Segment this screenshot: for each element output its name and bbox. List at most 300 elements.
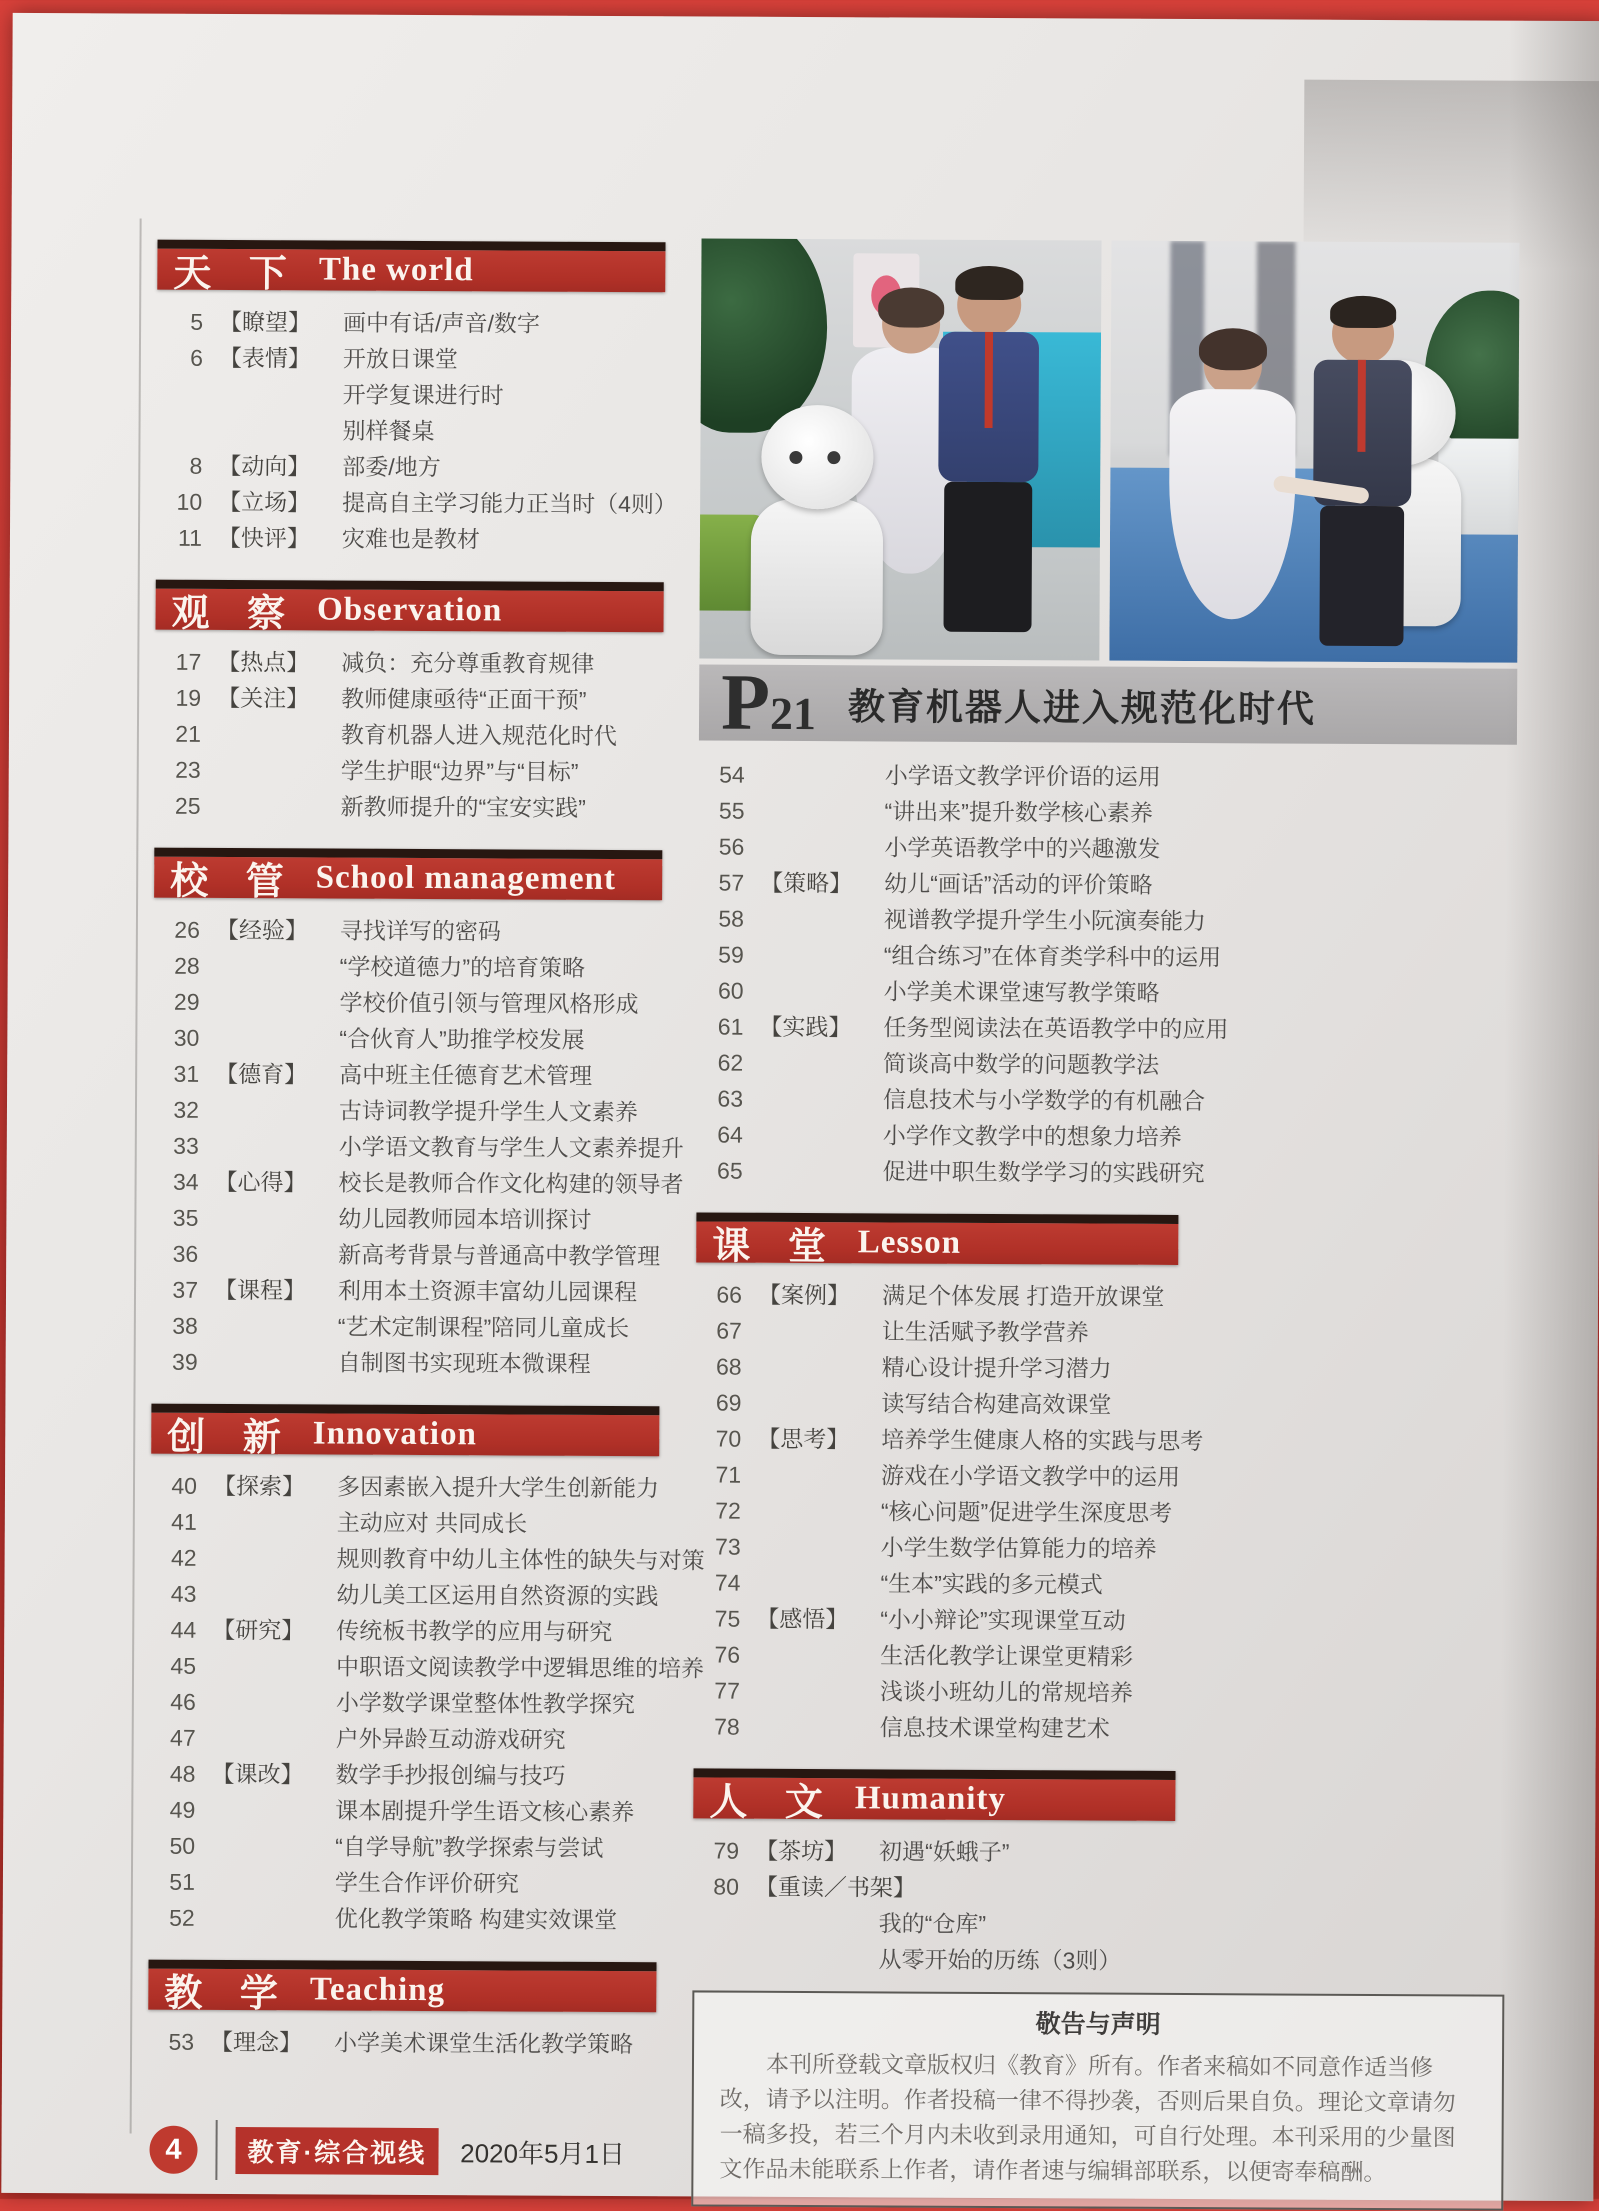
- toc-column-tag: [214, 1344, 338, 1381]
- feature-page-bar: [699, 658, 1517, 747]
- toc-column-tag: [759, 1117, 883, 1154]
- toc-article-title: 数学手抄报创编与技巧: [335, 1761, 566, 1789]
- section-title-en: Observation: [317, 591, 503, 629]
- toc-column-tag: [216, 788, 340, 825]
- toc-item: [693, 1904, 1511, 1944]
- toc-page-number: 64: [717, 1121, 743, 1148]
- toc-item: [155, 752, 663, 791]
- section-title-en: Innovation: [312, 1415, 477, 1453]
- toc-column-tag: [211, 1828, 335, 1865]
- toc-item: [695, 1456, 1513, 1496]
- toc-item: [149, 1756, 657, 1795]
- toc-column-tag: 【经验】: [215, 916, 308, 944]
- toc-article-title: 小学作文教学中的想象力培养: [882, 1122, 1182, 1150]
- toc-column-tag: 【策略】: [760, 869, 853, 897]
- page-footer: [149, 2120, 625, 2182]
- toc-column-tag: 【关注】: [217, 684, 310, 712]
- toc-column-tag: 【表情】: [218, 344, 311, 372]
- toc-page-number: 53: [168, 2028, 195, 2055]
- toc-item: [150, 1576, 658, 1615]
- toc-column-tag: [757, 1457, 881, 1494]
- girl-illustration: [1165, 337, 1299, 644]
- toc-article-title: 游戏在小学语文教学中的运用: [881, 1462, 1181, 1490]
- boy-legs: [943, 482, 1032, 632]
- toc-item: [154, 788, 662, 827]
- toc-item: [150, 1648, 705, 1687]
- toc-article-title: 小学数学课堂整体性教学探究: [335, 1689, 635, 1718]
- toc-page-number: 79: [713, 1837, 740, 1864]
- toc-article-title: 让生活赋予教学营养: [881, 1318, 1089, 1346]
- toc-article-title: 从零开始的历练（3则）: [878, 1946, 1122, 1974]
- toc-column-tag: 【动向】: [218, 452, 311, 480]
- section-header-innovation: [151, 1404, 659, 1460]
- toc-page-number: 69: [715, 1389, 742, 1416]
- toc-article-title: 学校价值引领与管理风格形成: [339, 989, 639, 1018]
- toc-article-title: 我的“仓库”: [878, 1910, 987, 1937]
- toc-item: [152, 1236, 660, 1275]
- section-title-zh: 课 堂: [712, 1225, 840, 1269]
- toc-item: [698, 828, 1516, 868]
- toc-item: [697, 1152, 1515, 1192]
- photo-children-with-robot-left: [699, 238, 1101, 660]
- toc-article-title: 学生护眼“边界”与“目标”: [340, 757, 579, 785]
- toc-item: [697, 1080, 1515, 1120]
- toc-item: [694, 1600, 1512, 1640]
- section-title-zh: 天 下: [173, 252, 301, 296]
- toc-column-tag: [211, 1900, 335, 1937]
- toc-article-title: 浅谈小班幼儿的常规培养: [879, 1678, 1134, 1706]
- toc-page-number: 41: [171, 1508, 197, 1535]
- toc-page-number: [692, 1940, 754, 1976]
- toc-item: [698, 864, 1516, 904]
- toc-article-title: [879, 1869, 1511, 1908]
- toc-page-number: 72: [715, 1497, 741, 1524]
- toc-page-number: [157, 376, 219, 412]
- toc-column-tag: [211, 1792, 335, 1829]
- boy-head: [1332, 304, 1394, 364]
- toc-article-title: 培养学生健康人格的实践与思考: [881, 1426, 1204, 1455]
- toc-column-tag: [211, 1864, 335, 1901]
- section-title-en: Humanity: [854, 1780, 1007, 1818]
- toc-article-title: “讲出来”提升数学核心素养: [884, 798, 1153, 826]
- toc-column-tag: [215, 1020, 339, 1057]
- toc-column-tag: 【瞭望】: [219, 308, 312, 336]
- toc-article-title: 中职语文阅读教学中逻辑思维的培养: [335, 1653, 705, 1682]
- toc-column-tag: [760, 973, 884, 1010]
- toc-article-title: 满足个体发展 打造开放课堂: [881, 1282, 1165, 1310]
- toc-item: [151, 1504, 659, 1543]
- page-gutter-line: [130, 219, 142, 2134]
- toc-page-number: 39: [171, 1348, 198, 1375]
- toc-article-title: 小学语文教学评价语的运用: [884, 762, 1161, 790]
- toc-column-tag: 【实践】: [759, 1013, 852, 1041]
- toc-column-tag: [218, 412, 342, 449]
- toc-column-tag: 【课程】: [213, 1276, 307, 1304]
- toc-item: [695, 1528, 1513, 1568]
- toc-page-number: 54: [719, 761, 745, 788]
- toc-page-number: 60: [717, 977, 744, 1004]
- toc-page-number: 55: [718, 797, 745, 824]
- toc-page-number: 52: [169, 1904, 195, 1931]
- toc-article-title: 生活化教学让课堂更精彩: [880, 1642, 1134, 1670]
- toc-page-number: 78: [714, 1713, 740, 1740]
- toc-column-tag: 【快评】: [217, 524, 311, 552]
- toc-column-tag: 【感悟】: [756, 1605, 849, 1633]
- toc-column-tag: [216, 948, 340, 985]
- toc-page-number: 75: [714, 1605, 741, 1632]
- toc-item: [694, 1672, 1512, 1712]
- toc-column-tag: 【重读／书架】: [754, 1873, 916, 1901]
- toc-column-tag: [760, 901, 884, 938]
- toc-article-title: 校长是教师合作文化构建的领导者: [338, 1169, 684, 1198]
- toc-page-number: 11: [178, 524, 203, 551]
- toc-article-title: 画中有话/声音/数字: [343, 309, 540, 337]
- toc-column-tag: 【心得】: [214, 1168, 307, 1196]
- toc-article-title: “自学导航”教学探索与尝试: [335, 1833, 604, 1861]
- toc-article-title: 自制图书实现班本微课程: [337, 1349, 591, 1377]
- toc-article-title: 课本剧提升学生语文核心素养: [335, 1797, 635, 1826]
- toc-column-tag: [217, 716, 341, 753]
- toc-article-title: 开学复课进行时: [342, 381, 504, 409]
- section-header-observation: [155, 580, 663, 636]
- toc-article-title: 小学美术课堂速写教学策略: [883, 978, 1160, 1006]
- toc-page-number: 66: [716, 1281, 743, 1308]
- toc-article-title: 灾难也是教材: [341, 525, 481, 553]
- toc-column-tag: [756, 1673, 880, 1710]
- toc-item: [157, 340, 665, 379]
- toc-item: [153, 1164, 684, 1203]
- toc-page-number: 76: [714, 1641, 741, 1668]
- feature-page-letter: P: [720, 658, 771, 747]
- toc-article-title: 视谱教学提升学生小阮演奏能力: [883, 906, 1207, 935]
- toc-page-number: 50: [169, 1832, 196, 1859]
- toc-page-number: 45: [170, 1652, 197, 1679]
- toc-item: [152, 1272, 660, 1311]
- toc-item: [149, 1792, 657, 1831]
- toc-right-list: [692, 756, 1516, 1980]
- folio-page-number: 4: [149, 2126, 197, 2174]
- toc-column-tag: [756, 1637, 880, 1674]
- toc-column-tag: [759, 1045, 883, 1082]
- toc-page-number: 80: [713, 1873, 739, 1900]
- section-header-lesson: [696, 1212, 1178, 1269]
- toc-page-number: 38: [172, 1312, 198, 1339]
- toc-column-tag: 【德育】: [215, 1060, 308, 1088]
- toc-article-title: 传统板书教学的应用与研究: [336, 1617, 613, 1646]
- toc-item: [156, 484, 678, 523]
- toc-column-tag: [757, 1385, 881, 1422]
- toc-column-tag: [212, 1576, 336, 1613]
- toc-page-number: 46: [170, 1688, 196, 1715]
- toc-page-number: 42: [170, 1544, 197, 1571]
- toc-article-title: 小学生数学估算能力的培养: [880, 1534, 1157, 1562]
- toc-column-tag: [759, 1081, 883, 1118]
- section-header-the-world: [157, 240, 665, 296]
- toc-page-number: 70: [715, 1425, 742, 1452]
- section-title-zh: 创 新: [167, 1416, 295, 1460]
- toc-column-tag: 【理念】: [210, 2028, 303, 2056]
- toc-item: [153, 1056, 661, 1095]
- toc-page-number: 25: [174, 792, 201, 819]
- toc-column-tag: [215, 1092, 339, 1129]
- toc-article-title: 部委/地方: [342, 453, 441, 481]
- feature-photos: [699, 238, 1519, 662]
- toc-item: [698, 972, 1516, 1012]
- toc-article-title: 学生合作评价研究: [334, 1869, 519, 1897]
- toc-article-title: “核心问题”促进学生深度思考: [880, 1498, 1173, 1526]
- toc-page-number: 21: [175, 720, 202, 747]
- issue-date: 2020年5月1日: [460, 2137, 626, 2169]
- toc-item: [149, 1900, 657, 1939]
- robot-head: [761, 405, 874, 510]
- toc-item: [696, 1312, 1514, 1352]
- toc-column-tag: 【热点】: [217, 648, 310, 676]
- toc-page-number: 26: [174, 916, 200, 943]
- toc-column-tag: 【研究】: [212, 1616, 305, 1644]
- section-title-zh: 教 学: [164, 1972, 292, 2016]
- toc-page-number: 5: [190, 308, 204, 335]
- toc-article-title: 教师健康亟待“正面干预”: [341, 685, 587, 713]
- toc-page-number: 51: [169, 1868, 196, 1895]
- toc-left-column: [148, 240, 705, 2063]
- toc-item: [698, 900, 1516, 940]
- toc-article-title: “艺术定制课程”陪同儿童成长: [337, 1313, 630, 1342]
- toc-column-tag: [757, 1529, 881, 1566]
- toc-article-title: 小学英语教学中的兴趣激发: [884, 834, 1161, 862]
- toc-page-number: 37: [172, 1276, 199, 1303]
- toc-article-title: “小小辩论”实现课堂互动: [880, 1606, 1126, 1634]
- feature-title: 教育机器人进入规范化时代: [847, 686, 1317, 730]
- publisher-notice-box: [691, 1990, 1504, 2210]
- toc-column-tag: 【思考】: [757, 1425, 850, 1453]
- toc-item: [693, 1832, 1511, 1872]
- toc-column-tag: [212, 1720, 336, 1757]
- toc-right-column: [691, 238, 1519, 2210]
- toc-article-title: 寻找详写的密码: [339, 917, 501, 945]
- toc-page-number: 67: [716, 1317, 742, 1344]
- toc-page-number: 36: [172, 1240, 199, 1267]
- boy-illustration: [931, 274, 1045, 655]
- section-header-humanity: [693, 1768, 1175, 1825]
- toc-column-tag: [758, 1349, 882, 1386]
- toc-column-tag: [213, 1504, 337, 1541]
- notice-title: 敬告与声明: [1035, 2010, 1161, 2039]
- toc-item: [154, 948, 662, 987]
- toc-article-title: 初遇“妖蛾子”: [879, 1838, 1010, 1866]
- toc-article-title: 信息技术与小学数学的有机融合: [882, 1086, 1206, 1115]
- toc-item: [156, 412, 664, 451]
- girl-head: [1204, 337, 1262, 395]
- toc-item: [155, 644, 663, 683]
- toc-column-tag: [214, 1200, 338, 1237]
- toc-page-number: 32: [173, 1096, 200, 1123]
- toc-article-title: 规则教育中幼儿主体性的缺失与对策: [336, 1545, 705, 1574]
- toc-column-tag: 【案例】: [757, 1281, 851, 1309]
- toc-page-number: 63: [717, 1085, 744, 1112]
- toc-page-number: 56: [718, 833, 745, 860]
- toc-article-title: 幼儿美工区运用自然资源的实践: [336, 1581, 659, 1610]
- toc-item: [153, 1020, 661, 1059]
- toc-article-title: 幼儿园教师园本培训探讨: [338, 1205, 592, 1233]
- toc-column-tag: [756, 1565, 880, 1602]
- toc-article-title: 优化教学策略 构建实效课堂: [334, 1905, 618, 1934]
- magazine-toc-page: [1, 13, 1599, 2201]
- toc-page-number: 73: [715, 1533, 741, 1560]
- toc-page-number: 61: [717, 1013, 744, 1040]
- toc-item: [150, 1720, 658, 1759]
- toc-page-number: 10: [176, 488, 203, 515]
- section-title-zh: 观 察: [171, 592, 300, 636]
- toc-column-tag: 【立场】: [218, 488, 311, 516]
- toc-page-number: 58: [718, 905, 745, 932]
- toc-article-title: “组合练习”在体育类学科中的运用: [883, 942, 1222, 971]
- toc-item: [157, 376, 665, 415]
- toc-item: [152, 1344, 660, 1383]
- toc-column-tag: [215, 1128, 339, 1165]
- toc-column-tag: [760, 829, 884, 866]
- toc-page-number: 23: [175, 756, 201, 783]
- toc-column-tag: [759, 1153, 883, 1190]
- toc-column-tag: [214, 1236, 338, 1273]
- girl-head: [882, 295, 940, 353]
- toc-item: [698, 792, 1516, 832]
- toc-item: [695, 1420, 1513, 1460]
- toc-item: [157, 304, 665, 343]
- boy-illustration: [1305, 304, 1419, 655]
- toc-item: [155, 680, 663, 719]
- toc-article-title: “学校道德力”的培育策略: [339, 953, 586, 981]
- toc-page-number: 30: [173, 1024, 200, 1051]
- toc-article-title: 提高自主学习能力正当时（4则）: [342, 489, 678, 518]
- toc-column-tag: [760, 937, 884, 974]
- toc-article-title: 促进中职生数学学习的实践研究: [882, 1158, 1205, 1187]
- boy-legs: [1319, 506, 1404, 646]
- toc-item: [152, 1308, 660, 1347]
- toc-column-tag: [760, 793, 884, 830]
- toc-item: [699, 756, 1517, 796]
- section-title-en: The world: [318, 251, 474, 289]
- toc-page-number: 6: [190, 344, 203, 371]
- section-title-zh: 人 文: [709, 1781, 837, 1825]
- toc-column-tag: [755, 1905, 879, 1942]
- toc-article-title: 读写结合构建高效课堂: [881, 1390, 1112, 1418]
- toc-item: [697, 1044, 1515, 1084]
- toc-column-tag: [754, 1941, 878, 1978]
- notice-body: 本刊所登载文章版权归《教育》所有。作者来稿如不同意作适当修改，请予以注明。作者投稿一律不得抄袭，否则后果自负。理论文章请勿一稿多投，若三个月内未收到录用通知，可自行处理。本刊采用的少量图文作品未能联系上作者，请作者速与编辑部联系，以便寄奉稿酬。: [719, 2051, 1456, 2186]
- toc-item: [695, 1492, 1513, 1532]
- toc-item: [150, 1684, 658, 1723]
- toc-item: [698, 936, 1516, 976]
- toc-column-tag: [217, 752, 341, 789]
- robot-illustration: [741, 405, 892, 661]
- toc-article-title: 户外异龄互动游戏研究: [335, 1725, 566, 1753]
- toc-item: [697, 1116, 1515, 1156]
- boy-torso: [938, 332, 1039, 483]
- section-title-en: Teaching: [309, 1971, 446, 2009]
- section-title-zh: 校 管: [170, 860, 298, 904]
- toc-column-tag: [213, 1540, 337, 1577]
- toc-item: [156, 520, 664, 559]
- toc-item: [155, 716, 663, 755]
- toc-item: [153, 1128, 684, 1167]
- toc-item: [151, 1468, 659, 1507]
- toc-article-title: 开放日课堂: [342, 345, 458, 373]
- toc-article-title: 小学美术课堂生活化教学策略: [334, 2029, 634, 2058]
- toc-page-number: 31: [173, 1060, 200, 1087]
- toc-item: [150, 1612, 658, 1651]
- toc-page-number: 47: [170, 1724, 196, 1751]
- toc-page-number: 44: [170, 1616, 197, 1643]
- toc-page-number: 49: [169, 1796, 196, 1823]
- toc-column-tag: [761, 757, 885, 794]
- toc-page-number: 62: [717, 1049, 744, 1076]
- toc-page-number: 29: [173, 988, 200, 1015]
- toc-item: [694, 1564, 1512, 1604]
- toc-column-tag: [212, 1648, 336, 1685]
- toc-article-title: 信息技术课堂构建艺术: [879, 1714, 1110, 1742]
- toc-item: [696, 1276, 1514, 1316]
- toc-page-number: 77: [714, 1677, 741, 1704]
- section-header-school-management: [154, 848, 662, 904]
- toc-item: [149, 1864, 657, 1903]
- toc-page-number: 19: [175, 684, 202, 711]
- toc-item: [154, 912, 662, 951]
- toc-page-number: [156, 412, 218, 448]
- toc-page-number: 59: [718, 941, 744, 968]
- toc-page-number: 40: [171, 1472, 198, 1499]
- toc-page-number: 33: [173, 1132, 199, 1159]
- toc-item: [694, 1636, 1512, 1676]
- toc-column-tag: [215, 984, 339, 1021]
- toc-page-number: 28: [174, 952, 200, 979]
- toc-page-number: 35: [172, 1204, 199, 1231]
- magazine-name-badge: 教育·综合视线: [235, 2127, 438, 2175]
- toc-item: [156, 448, 664, 487]
- toc-page-number: 65: [717, 1157, 743, 1184]
- toc-column-tag: 【茶坊】: [755, 1837, 848, 1865]
- toc-page-number: 74: [714, 1569, 741, 1596]
- toc-column-tag: 【探索】: [212, 1472, 306, 1500]
- toc-page-number: 43: [170, 1580, 197, 1607]
- toc-page-number: 68: [715, 1353, 742, 1380]
- toc-article-title: “生本”实践的多元模式: [880, 1570, 1103, 1598]
- toc-item: [693, 1868, 1511, 1908]
- toc-article-title: 多因素嵌入提升大学生创新能力: [336, 1473, 660, 1502]
- footer-divider: [215, 2120, 217, 2180]
- toc-column-tag: [756, 1709, 880, 1746]
- toc-article-title: 精心设计提升学习潜力: [881, 1354, 1112, 1382]
- toc-page-number: 34: [172, 1168, 199, 1195]
- toc-page-number: 57: [718, 869, 745, 896]
- toc-article-title: “合伙育人”助推学校发展: [339, 1025, 585, 1053]
- toc-page-number: [693, 1904, 755, 1940]
- section-title-en: Lesson: [857, 1224, 962, 1261]
- toc-article-title: 古诗词教学提升学生人文素养: [338, 1097, 639, 1126]
- toc-column-tag: [219, 376, 343, 413]
- toc-article-title: 减负：充分尊重教育规律: [341, 649, 595, 677]
- girl-dress: [1169, 389, 1296, 620]
- toc-item: [696, 1348, 1514, 1388]
- toc-column-tag: [757, 1493, 881, 1530]
- toc-item: [148, 2024, 656, 2063]
- toc-item: [151, 1540, 705, 1579]
- toc-item: [152, 1200, 660, 1239]
- toc-article-title: 新高考背景与普通高中教学管理: [338, 1241, 661, 1270]
- section-header-teaching: [148, 1960, 656, 2016]
- toc-article-title: 任务型阅读法在英语教学中的应用: [883, 1014, 1229, 1043]
- toc-page-number: 48: [169, 1760, 196, 1787]
- toc-article-title: 简谈高中数学的问题教学法: [883, 1050, 1160, 1078]
